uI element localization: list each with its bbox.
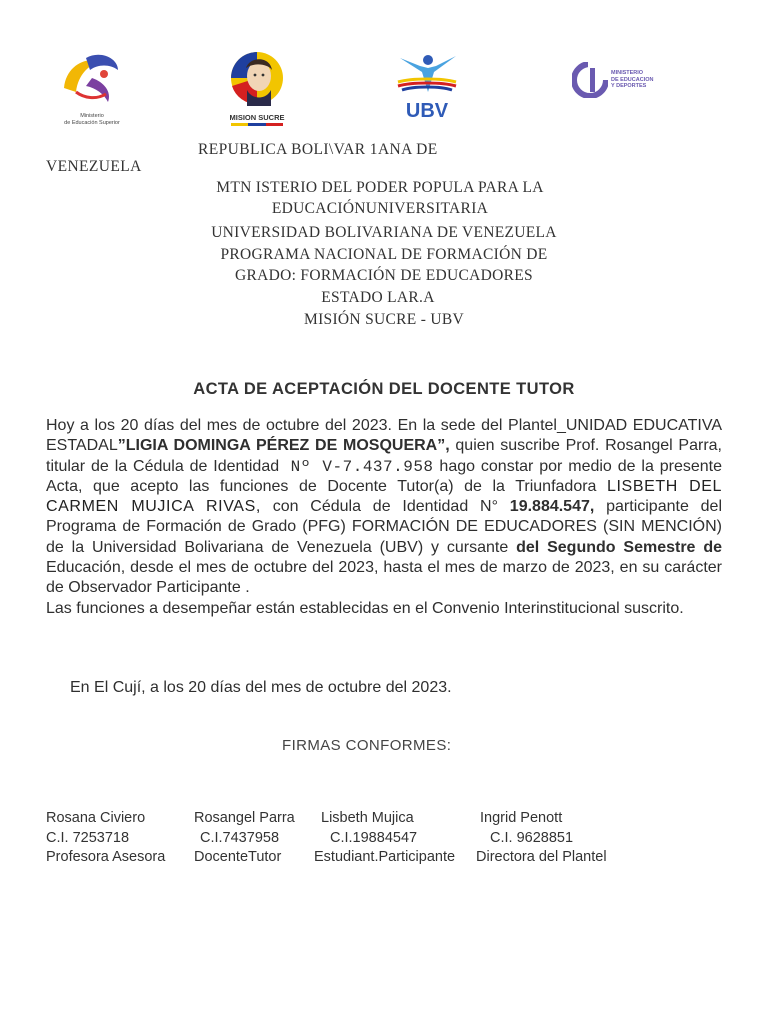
header-line-educacion: EDUCACIÓNUNIVERSITARIA — [271, 200, 489, 217]
p1-program: participante del Programa de Formación de Grado (PFG) FORMACIÓN DE EDUCADORES (SIN MENCIÓN) de la Universidad Bolivariana de Venezuela (UBV) y cursante — [46, 498, 723, 556]
signatory-name: Lisbeth Mujica — [321, 810, 414, 826]
signatory-participante — [314, 809, 455, 868]
mes-caption-line-2: de Educación Superior — [64, 120, 120, 126]
ministerio-educacion-deportes-logo — [572, 58, 662, 102]
p1-intro: Hoy a los 20 días del mes de octubre del 2023. En la sede del Plantel_UNIDAD EDUCATIVA ESTADAL — [46, 417, 722, 455]
mes-emblem-icon — [56, 48, 128, 106]
deportes-caption-line-1: MINISTERIO — [611, 70, 644, 77]
signatory-tutor — [194, 809, 295, 868]
sucre-portrait-icon — [224, 50, 290, 106]
body-paragraph-1 — [46, 416, 722, 599]
deportes-emblem-icon — [572, 62, 608, 98]
flag-stripe — [231, 123, 283, 126]
mes-caption-line-1: Ministerio — [80, 113, 104, 119]
p1-id-label: con Cédula de Identidad N° — [260, 498, 510, 516]
signatory-role: DocenteTutor — [194, 849, 282, 865]
student-id-number: 19.884.547, — [509, 498, 595, 516]
signatory-role: Directora del Plantel — [476, 849, 607, 865]
header-line-republica: REPUBLICA BOLI\VAR 1ANA DE — [198, 141, 438, 158]
body-paragraph-2: Las funciones a desempeñar están establecidas en el Convenio Interinstitucional suscrito. — [46, 599, 684, 617]
signatory-name: Rosangel Parra — [194, 810, 295, 826]
ubv-logo — [392, 52, 462, 122]
place-date-line: En El Cují, a los 20 días del mes de octubre del 2023. — [70, 679, 452, 696]
ubv-caption: UBV — [405, 100, 449, 122]
signatory-directora — [476, 809, 607, 868]
header-line-ministerio: MTN ISTERIO DEL PODER POPULA PARA LA — [216, 179, 544, 196]
signatory-ci: C.I. 7253718 — [46, 829, 130, 846]
ministerio-educacion-superior-logo — [56, 48, 128, 126]
signatory-asesora — [46, 809, 165, 868]
p1-acceptance: hago constar por medio de la presente Acta, que acepto las funciones de Docente Tutor(a) de la Triunfadora — [46, 457, 722, 495]
p1-subscriber: quien suscribe Prof. Rosangel Parra, titular de la Cédula de Identidad — [46, 437, 722, 475]
signatory-role: Profesora Asesora — [46, 849, 166, 865]
ubv-figure-icon — [392, 52, 462, 96]
firmas-heading: FIRMAS CONFORMES: — [282, 737, 452, 754]
signatory-ci: C.I.7437958 — [200, 829, 280, 846]
header-line-venezuela: VENEZUELA — [46, 158, 142, 175]
signatory-ci: C.I. 9628851 — [490, 829, 574, 846]
document-body — [46, 416, 722, 619]
student-name: LISBETH DEL CARMEN MUJICA RIVAS, — [46, 477, 722, 516]
header-line-estado: ESTADO LAR.A — [321, 289, 435, 306]
header-line-mision: MISIÓN SUCRE - UBV — [304, 311, 464, 328]
header-line-programa: PROGRAMA NACIONAL DE FORMACIÓN DE — [220, 246, 548, 263]
mision-sucre-caption: MISION SUCRE — [229, 113, 285, 122]
signatory-name: Rosana Civiero — [46, 810, 146, 826]
signatory-name: Ingrid Penott — [480, 810, 563, 826]
semester-text: del Segundo Semestre de — [516, 538, 722, 556]
header-line-ubv: UNIVERSIDAD BOLIVARIANA DE VENEZUELA — [211, 224, 557, 241]
deportes-caption-line-2: DE EDUCACION — [611, 76, 654, 83]
mision-sucre-logo — [224, 50, 290, 122]
deportes-caption-line-3: Y DEPORTES — [611, 83, 647, 90]
signatory-role: Estudiant.Participante — [314, 849, 456, 865]
header-line-grado: GRADO: FORMACIÓN DE EDUCADORES — [235, 267, 533, 284]
document-title: ACTA DE ACEPTACIÓN DEL DOCENTE TUTOR — [193, 380, 575, 398]
school-name: ”LIGIA DOMINGA PÉREZ DE MOSQUERA”, — [117, 437, 450, 455]
signatory-ci: C.I.19884547 — [330, 829, 418, 846]
tutor-id-number: Nº V-7.437.958 — [279, 457, 434, 476]
p1-period: Educación, desde el mes de octubre del 2023, hasta el mes de marzo de 2023, en su carácter de Observador Participante . — [46, 559, 722, 597]
